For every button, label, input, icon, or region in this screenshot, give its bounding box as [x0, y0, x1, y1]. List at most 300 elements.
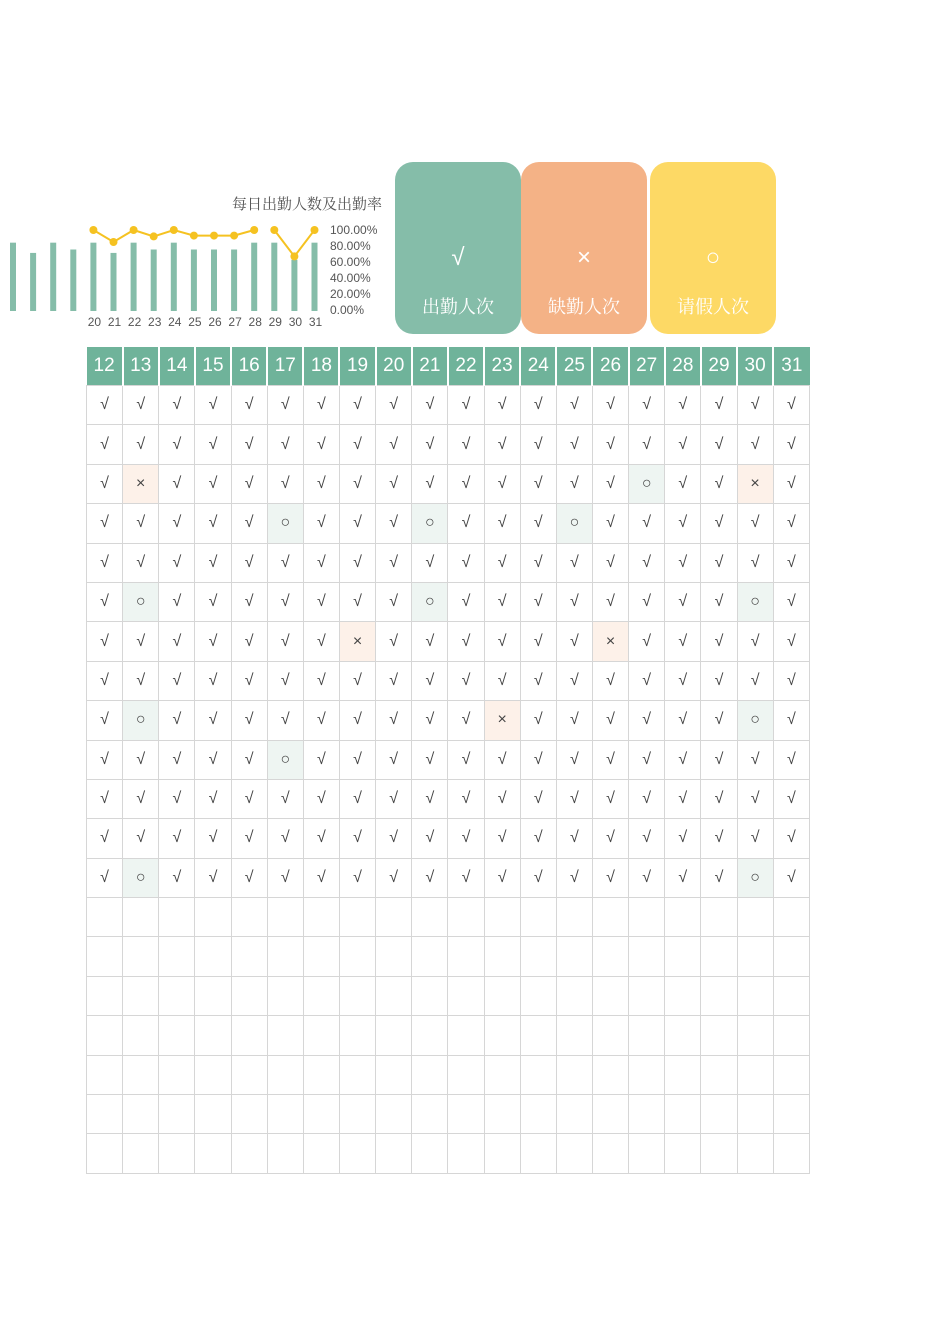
present-cell[interactable]: √ — [592, 661, 628, 700]
present-cell[interactable]: √ — [159, 464, 195, 503]
empty-cell[interactable] — [231, 1095, 267, 1134]
present-cell[interactable]: √ — [123, 779, 159, 818]
present-cell[interactable]: √ — [592, 819, 628, 858]
present-cell[interactable]: √ — [701, 622, 737, 661]
present-cell[interactable]: √ — [520, 425, 556, 464]
empty-cell[interactable] — [267, 1016, 303, 1055]
present-cell[interactable]: √ — [412, 779, 448, 818]
empty-cell[interactable] — [195, 898, 231, 937]
present-cell[interactable]: √ — [267, 661, 303, 700]
present-cell[interactable]: √ — [629, 622, 665, 661]
empty-cell[interactable] — [484, 1055, 520, 1094]
present-cell[interactable]: √ — [701, 740, 737, 779]
empty-cell[interactable] — [629, 1095, 665, 1134]
present-cell[interactable]: √ — [629, 582, 665, 621]
empty-cell[interactable] — [484, 898, 520, 937]
present-cell[interactable]: √ — [195, 858, 231, 897]
empty-cell[interactable] — [665, 976, 701, 1015]
empty-cell[interactable] — [303, 1095, 339, 1134]
present-cell[interactable]: √ — [484, 661, 520, 700]
empty-cell[interactable] — [195, 1134, 231, 1173]
present-cell[interactable]: √ — [484, 425, 520, 464]
empty-cell[interactable] — [520, 1095, 556, 1134]
present-cell[interactable]: √ — [448, 622, 484, 661]
leave-cell[interactable]: ○ — [412, 582, 448, 621]
present-cell[interactable]: √ — [448, 858, 484, 897]
empty-cell[interactable] — [773, 1134, 809, 1173]
present-cell[interactable]: √ — [376, 582, 412, 621]
present-cell[interactable]: √ — [556, 779, 592, 818]
empty-cell[interactable] — [231, 976, 267, 1015]
present-cell[interactable]: √ — [303, 504, 339, 543]
present-cell[interactable]: √ — [231, 858, 267, 897]
present-cell[interactable]: √ — [556, 622, 592, 661]
present-cell[interactable]: √ — [339, 464, 375, 503]
empty-cell[interactable] — [231, 898, 267, 937]
present-cell[interactable]: √ — [665, 701, 701, 740]
present-cell[interactable]: √ — [592, 779, 628, 818]
present-cell[interactable]: √ — [629, 386, 665, 425]
present-cell[interactable]: √ — [629, 701, 665, 740]
empty-cell[interactable] — [701, 937, 737, 976]
empty-cell[interactable] — [87, 1055, 123, 1094]
empty-cell[interactable] — [629, 937, 665, 976]
empty-cell[interactable] — [701, 1095, 737, 1134]
present-cell[interactable]: √ — [737, 740, 773, 779]
empty-cell[interactable] — [123, 976, 159, 1015]
present-cell[interactable]: √ — [737, 622, 773, 661]
present-cell[interactable]: √ — [665, 740, 701, 779]
empty-cell[interactable] — [665, 1055, 701, 1094]
empty-cell[interactable] — [376, 1134, 412, 1173]
empty-cell[interactable] — [773, 1095, 809, 1134]
empty-cell[interactable] — [448, 976, 484, 1015]
present-cell[interactable]: √ — [556, 819, 592, 858]
present-cell[interactable]: √ — [773, 858, 809, 897]
present-cell[interactable]: √ — [231, 582, 267, 621]
empty-cell[interactable] — [592, 898, 628, 937]
absent-cell[interactable]: × — [592, 622, 628, 661]
present-cell[interactable]: √ — [123, 819, 159, 858]
present-cell[interactable]: √ — [737, 504, 773, 543]
empty-cell[interactable] — [303, 1134, 339, 1173]
present-cell[interactable]: √ — [484, 858, 520, 897]
present-cell[interactable]: √ — [520, 386, 556, 425]
present-cell[interactable]: √ — [556, 425, 592, 464]
present-cell[interactable]: √ — [195, 622, 231, 661]
empty-cell[interactable] — [556, 1016, 592, 1055]
present-cell[interactable]: √ — [87, 701, 123, 740]
present-cell[interactable]: √ — [701, 543, 737, 582]
present-cell[interactable]: √ — [303, 425, 339, 464]
empty-cell[interactable] — [520, 1055, 556, 1094]
present-cell[interactable]: √ — [412, 661, 448, 700]
empty-cell[interactable] — [556, 1095, 592, 1134]
present-cell[interactable]: √ — [520, 543, 556, 582]
present-cell[interactable]: √ — [159, 543, 195, 582]
empty-cell[interactable] — [87, 1095, 123, 1134]
present-cell[interactable]: √ — [448, 425, 484, 464]
present-cell[interactable]: √ — [701, 661, 737, 700]
empty-cell[interactable] — [484, 1016, 520, 1055]
present-cell[interactable]: √ — [556, 740, 592, 779]
present-cell[interactable]: √ — [484, 779, 520, 818]
present-cell[interactable]: √ — [665, 425, 701, 464]
present-cell[interactable]: √ — [629, 425, 665, 464]
present-cell[interactable]: √ — [629, 661, 665, 700]
present-cell[interactable]: √ — [376, 386, 412, 425]
empty-cell[interactable] — [629, 1134, 665, 1173]
present-cell[interactable]: √ — [773, 622, 809, 661]
present-cell[interactable]: √ — [303, 386, 339, 425]
present-cell[interactable]: √ — [556, 386, 592, 425]
present-cell[interactable]: √ — [267, 858, 303, 897]
leave-cell[interactable]: ○ — [412, 504, 448, 543]
present-cell[interactable]: √ — [339, 819, 375, 858]
empty-cell[interactable] — [701, 1055, 737, 1094]
leave-cell[interactable]: ○ — [556, 504, 592, 543]
present-cell[interactable]: √ — [195, 661, 231, 700]
empty-cell[interactable] — [376, 1095, 412, 1134]
empty-cell[interactable] — [123, 898, 159, 937]
present-cell[interactable]: √ — [303, 779, 339, 818]
present-cell[interactable]: √ — [123, 740, 159, 779]
present-cell[interactable]: √ — [520, 740, 556, 779]
empty-cell[interactable] — [629, 1055, 665, 1094]
present-cell[interactable]: √ — [412, 819, 448, 858]
leave-cell[interactable]: ○ — [267, 740, 303, 779]
present-cell[interactable]: √ — [629, 740, 665, 779]
present-cell[interactable]: √ — [231, 661, 267, 700]
empty-cell[interactable] — [195, 937, 231, 976]
empty-cell[interactable] — [737, 976, 773, 1015]
present-cell[interactable]: √ — [412, 543, 448, 582]
present-cell[interactable]: √ — [520, 622, 556, 661]
present-cell[interactable]: √ — [87, 622, 123, 661]
empty-cell[interactable] — [520, 976, 556, 1015]
empty-cell[interactable] — [412, 976, 448, 1015]
present-cell[interactable]: √ — [665, 819, 701, 858]
empty-cell[interactable] — [376, 898, 412, 937]
empty-cell[interactable] — [412, 1134, 448, 1173]
present-cell[interactable]: √ — [267, 464, 303, 503]
empty-cell[interactable] — [195, 1095, 231, 1134]
empty-cell[interactable] — [159, 1134, 195, 1173]
empty-cell[interactable] — [773, 976, 809, 1015]
present-cell[interactable]: √ — [87, 425, 123, 464]
present-cell[interactable]: √ — [520, 858, 556, 897]
present-cell[interactable]: √ — [195, 582, 231, 621]
present-cell[interactable]: √ — [412, 386, 448, 425]
empty-cell[interactable] — [123, 1095, 159, 1134]
empty-cell[interactable] — [737, 1134, 773, 1173]
empty-cell[interactable] — [737, 1016, 773, 1055]
present-cell[interactable]: √ — [267, 582, 303, 621]
present-cell[interactable]: √ — [87, 582, 123, 621]
present-cell[interactable]: √ — [376, 740, 412, 779]
empty-cell[interactable] — [556, 1134, 592, 1173]
empty-cell[interactable] — [701, 898, 737, 937]
empty-cell[interactable] — [87, 1134, 123, 1173]
empty-cell[interactable] — [448, 937, 484, 976]
empty-cell[interactable] — [448, 1055, 484, 1094]
present-cell[interactable]: √ — [773, 504, 809, 543]
present-cell[interactable]: √ — [520, 819, 556, 858]
present-cell[interactable]: √ — [87, 858, 123, 897]
empty-cell[interactable] — [737, 1095, 773, 1134]
present-cell[interactable]: √ — [87, 464, 123, 503]
present-cell[interactable]: √ — [159, 425, 195, 464]
present-cell[interactable]: √ — [556, 543, 592, 582]
present-cell[interactable]: √ — [592, 582, 628, 621]
present-cell[interactable]: √ — [484, 622, 520, 661]
empty-cell[interactable] — [665, 1016, 701, 1055]
present-cell[interactable]: √ — [339, 504, 375, 543]
empty-cell[interactable] — [231, 1134, 267, 1173]
empty-cell[interactable] — [629, 898, 665, 937]
present-cell[interactable]: √ — [701, 464, 737, 503]
present-cell[interactable]: √ — [231, 622, 267, 661]
present-cell[interactable]: √ — [448, 701, 484, 740]
empty-cell[interactable] — [520, 937, 556, 976]
present-cell[interactable]: √ — [448, 779, 484, 818]
present-cell[interactable]: √ — [484, 740, 520, 779]
present-cell[interactable]: √ — [737, 779, 773, 818]
present-cell[interactable]: √ — [267, 819, 303, 858]
empty-cell[interactable] — [339, 1095, 375, 1134]
absent-cell[interactable]: × — [737, 464, 773, 503]
present-cell[interactable]: √ — [520, 661, 556, 700]
present-cell[interactable]: √ — [303, 543, 339, 582]
empty-cell[interactable] — [87, 898, 123, 937]
present-cell[interactable]: √ — [448, 543, 484, 582]
empty-cell[interactable] — [629, 1016, 665, 1055]
present-cell[interactable]: √ — [556, 464, 592, 503]
present-cell[interactable]: √ — [773, 582, 809, 621]
present-cell[interactable]: √ — [303, 740, 339, 779]
empty-cell[interactable] — [773, 1055, 809, 1094]
empty-cell[interactable] — [339, 937, 375, 976]
present-cell[interactable]: √ — [231, 425, 267, 464]
present-cell[interactable]: √ — [665, 504, 701, 543]
present-cell[interactable]: √ — [195, 779, 231, 818]
empty-cell[interactable] — [448, 1016, 484, 1055]
present-cell[interactable]: √ — [448, 819, 484, 858]
empty-cell[interactable] — [303, 976, 339, 1015]
present-cell[interactable]: √ — [195, 701, 231, 740]
empty-cell[interactable] — [159, 1055, 195, 1094]
empty-cell[interactable] — [773, 898, 809, 937]
leave-cell[interactable]: ○ — [123, 701, 159, 740]
present-cell[interactable]: √ — [773, 701, 809, 740]
present-cell[interactable]: √ — [267, 779, 303, 818]
present-cell[interactable]: √ — [303, 622, 339, 661]
empty-cell[interactable] — [87, 937, 123, 976]
present-cell[interactable]: √ — [701, 819, 737, 858]
present-cell[interactable]: √ — [231, 819, 267, 858]
present-cell[interactable]: √ — [159, 582, 195, 621]
empty-cell[interactable] — [231, 1055, 267, 1094]
present-cell[interactable]: √ — [195, 504, 231, 543]
present-cell[interactable]: √ — [556, 582, 592, 621]
present-cell[interactable]: √ — [303, 582, 339, 621]
present-cell[interactable]: √ — [339, 740, 375, 779]
empty-cell[interactable] — [412, 1016, 448, 1055]
present-cell[interactable]: √ — [339, 386, 375, 425]
present-cell[interactable]: √ — [556, 858, 592, 897]
empty-cell[interactable] — [737, 898, 773, 937]
present-cell[interactable]: √ — [195, 464, 231, 503]
present-cell[interactable]: √ — [665, 464, 701, 503]
present-cell[interactable]: √ — [376, 425, 412, 464]
present-cell[interactable]: √ — [592, 386, 628, 425]
empty-cell[interactable] — [267, 976, 303, 1015]
present-cell[interactable]: √ — [629, 819, 665, 858]
present-cell[interactable]: √ — [123, 543, 159, 582]
present-cell[interactable]: √ — [629, 779, 665, 818]
empty-cell[interactable] — [376, 937, 412, 976]
present-cell[interactable]: √ — [737, 819, 773, 858]
present-cell[interactable]: √ — [87, 543, 123, 582]
empty-cell[interactable] — [665, 937, 701, 976]
present-cell[interactable]: √ — [592, 701, 628, 740]
present-cell[interactable]: √ — [231, 543, 267, 582]
empty-cell[interactable] — [303, 1055, 339, 1094]
present-cell[interactable]: √ — [159, 779, 195, 818]
present-cell[interactable]: √ — [665, 858, 701, 897]
present-cell[interactable]: √ — [592, 504, 628, 543]
present-cell[interactable]: √ — [267, 701, 303, 740]
present-cell[interactable]: √ — [339, 779, 375, 818]
empty-cell[interactable] — [339, 1134, 375, 1173]
present-cell[interactable]: √ — [484, 819, 520, 858]
leave-cell[interactable]: ○ — [737, 858, 773, 897]
empty-cell[interactable] — [484, 937, 520, 976]
present-cell[interactable]: √ — [412, 464, 448, 503]
empty-cell[interactable] — [592, 1095, 628, 1134]
present-cell[interactable]: √ — [303, 858, 339, 897]
present-cell[interactable]: √ — [556, 701, 592, 740]
present-cell[interactable]: √ — [339, 582, 375, 621]
empty-cell[interactable] — [123, 1134, 159, 1173]
empty-cell[interactable] — [737, 1055, 773, 1094]
leave-cell[interactable]: ○ — [267, 504, 303, 543]
empty-cell[interactable] — [339, 1055, 375, 1094]
empty-cell[interactable] — [123, 937, 159, 976]
present-cell[interactable]: √ — [701, 701, 737, 740]
empty-cell[interactable] — [195, 976, 231, 1015]
empty-cell[interactable] — [665, 1134, 701, 1173]
empty-cell[interactable] — [159, 1095, 195, 1134]
empty-cell[interactable] — [267, 898, 303, 937]
present-cell[interactable]: √ — [773, 779, 809, 818]
present-cell[interactable]: √ — [665, 582, 701, 621]
empty-cell[interactable] — [159, 937, 195, 976]
present-cell[interactable]: √ — [592, 425, 628, 464]
present-cell[interactable]: √ — [195, 819, 231, 858]
present-cell[interactable]: √ — [376, 779, 412, 818]
present-cell[interactable]: √ — [376, 464, 412, 503]
empty-cell[interactable] — [231, 1016, 267, 1055]
empty-cell[interactable] — [592, 1055, 628, 1094]
present-cell[interactable]: √ — [556, 661, 592, 700]
present-cell[interactable]: √ — [87, 386, 123, 425]
present-cell[interactable]: √ — [737, 661, 773, 700]
present-cell[interactable]: √ — [339, 858, 375, 897]
present-cell[interactable]: √ — [231, 701, 267, 740]
present-cell[interactable]: √ — [592, 740, 628, 779]
present-cell[interactable]: √ — [484, 543, 520, 582]
present-cell[interactable]: √ — [520, 504, 556, 543]
empty-cell[interactable] — [665, 898, 701, 937]
present-cell[interactable]: √ — [376, 504, 412, 543]
present-cell[interactable]: √ — [195, 425, 231, 464]
present-cell[interactable]: √ — [448, 464, 484, 503]
present-cell[interactable]: √ — [412, 622, 448, 661]
empty-cell[interactable] — [267, 1055, 303, 1094]
present-cell[interactable]: √ — [303, 701, 339, 740]
present-cell[interactable]: √ — [231, 504, 267, 543]
empty-cell[interactable] — [556, 976, 592, 1015]
empty-cell[interactable] — [592, 976, 628, 1015]
present-cell[interactable]: √ — [267, 543, 303, 582]
leave-cell[interactable]: ○ — [737, 701, 773, 740]
empty-cell[interactable] — [520, 898, 556, 937]
present-cell[interactable]: √ — [303, 819, 339, 858]
present-cell[interactable]: √ — [303, 661, 339, 700]
empty-cell[interactable] — [339, 976, 375, 1015]
empty-cell[interactable] — [484, 1134, 520, 1173]
empty-cell[interactable] — [592, 1016, 628, 1055]
empty-cell[interactable] — [195, 1016, 231, 1055]
leave-cell[interactable]: ○ — [123, 858, 159, 897]
empty-cell[interactable] — [701, 1134, 737, 1173]
absent-cell[interactable]: × — [123, 464, 159, 503]
empty-cell[interactable] — [412, 937, 448, 976]
empty-cell[interactable] — [737, 937, 773, 976]
present-cell[interactable]: √ — [520, 779, 556, 818]
present-cell[interactable]: √ — [773, 543, 809, 582]
present-cell[interactable]: √ — [520, 464, 556, 503]
empty-cell[interactable] — [520, 1016, 556, 1055]
present-cell[interactable]: √ — [376, 701, 412, 740]
empty-cell[interactable] — [159, 976, 195, 1015]
empty-cell[interactable] — [556, 1055, 592, 1094]
present-cell[interactable]: √ — [123, 504, 159, 543]
present-cell[interactable]: √ — [448, 582, 484, 621]
empty-cell[interactable] — [376, 1016, 412, 1055]
present-cell[interactable]: √ — [665, 622, 701, 661]
empty-cell[interactable] — [412, 898, 448, 937]
leave-cell[interactable]: ○ — [629, 464, 665, 503]
empty-cell[interactable] — [87, 976, 123, 1015]
present-cell[interactable]: √ — [303, 464, 339, 503]
present-cell[interactable]: √ — [665, 386, 701, 425]
present-cell[interactable]: √ — [376, 819, 412, 858]
empty-cell[interactable] — [159, 1016, 195, 1055]
present-cell[interactable]: √ — [592, 543, 628, 582]
present-cell[interactable]: √ — [376, 858, 412, 897]
empty-cell[interactable] — [267, 1095, 303, 1134]
present-cell[interactable]: √ — [159, 661, 195, 700]
empty-cell[interactable] — [556, 937, 592, 976]
empty-cell[interactable] — [629, 976, 665, 1015]
present-cell[interactable]: √ — [701, 425, 737, 464]
empty-cell[interactable] — [773, 937, 809, 976]
present-cell[interactable]: √ — [376, 622, 412, 661]
empty-cell[interactable] — [123, 1016, 159, 1055]
empty-cell[interactable] — [195, 1055, 231, 1094]
